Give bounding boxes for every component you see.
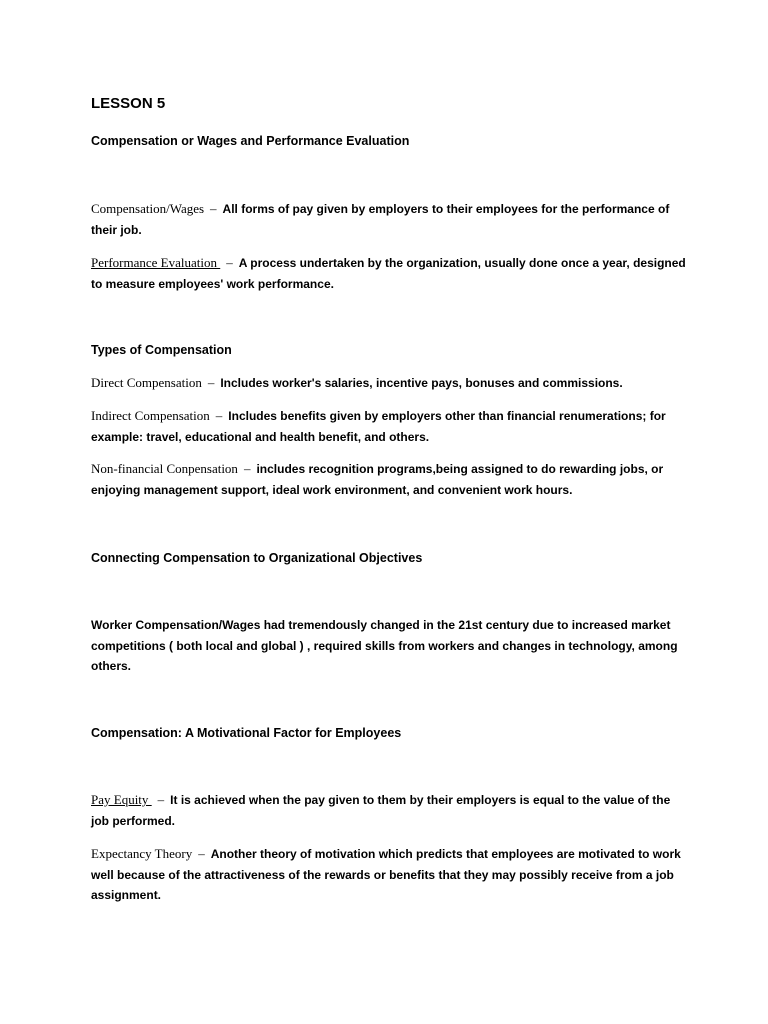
definition-text: All forms of pay given by employers to their employees for the performance of their job.: [91, 202, 670, 237]
definition-dash: –: [226, 255, 233, 270]
lesson-title: Compensation or Wages and Performance Evaluation: [91, 134, 410, 148]
definition-direct-compensation: [91, 373, 691, 394]
definition-text: Another theory of motivation which predicts that employees are motivated to work well because of the attractiveness of the rewards or benefits that they may possibly receive from a job assignment.: [91, 847, 681, 902]
definition-dash: –: [215, 408, 223, 423]
definition-pay-equity: [91, 790, 691, 831]
definition-performance-evaluation: [91, 253, 691, 294]
definition-compensation-wages: [91, 199, 691, 240]
types-of-compensation-heading: Types of Compensation: [91, 343, 232, 357]
definition-term: Non-financial Conpensation: [91, 461, 238, 476]
definition-term: Expectancy Theory: [91, 846, 193, 861]
definition-term: Compensation/Wages: [91, 201, 205, 216]
definition-text: It is achieved when the pay given to them by their employers is equal to the value of the job performed.: [91, 793, 671, 828]
definition-text: Includes worker's salaries, incentive pays, bonuses and commissions.: [220, 376, 623, 390]
definition-indirect-compensation: [91, 406, 691, 447]
definition-dash: –: [198, 846, 205, 861]
definition-term: Pay Equity: [91, 792, 152, 807]
definition-dash: –: [207, 375, 215, 390]
definition-dash: –: [210, 201, 217, 216]
definition-dash: –: [243, 461, 251, 476]
definition-dash: –: [157, 792, 165, 807]
lesson-number: LESSON 5: [91, 95, 166, 112]
definition-expectancy-theory: [91, 844, 691, 906]
connecting-compensation-paragraph: Worker Compensation/Wages had tremendously changed in the 21st century due to increased market competitions ( both local and global ) , required skills from workers and changes in technology, among others.: [91, 618, 678, 673]
definition-term: Performance Evaluation: [91, 255, 221, 270]
definition-text: Includes benefits given by employers other than financial renumerations; for example: travel, educational and health benefit, and others.: [91, 409, 666, 444]
connecting-compensation-heading: Connecting Compensation to Organizational Objectives: [91, 551, 423, 565]
motivational-factor-heading: Compensation: A Motivational Factor for Employees: [91, 726, 402, 740]
definition-non-financial-compensation: [91, 459, 691, 500]
definition-term: Indirect Compensation: [91, 408, 210, 423]
definition-text: includes recognition programs,being assigned to do rewarding jobs, or enjoying management support, ideal work environment, and convenient work hours.: [91, 462, 664, 497]
definition-text: A process undertaken by the organization, usually done once a year, designed to measure employees' work performance.: [91, 256, 686, 291]
definition-term: Direct Compensation: [91, 375, 202, 390]
